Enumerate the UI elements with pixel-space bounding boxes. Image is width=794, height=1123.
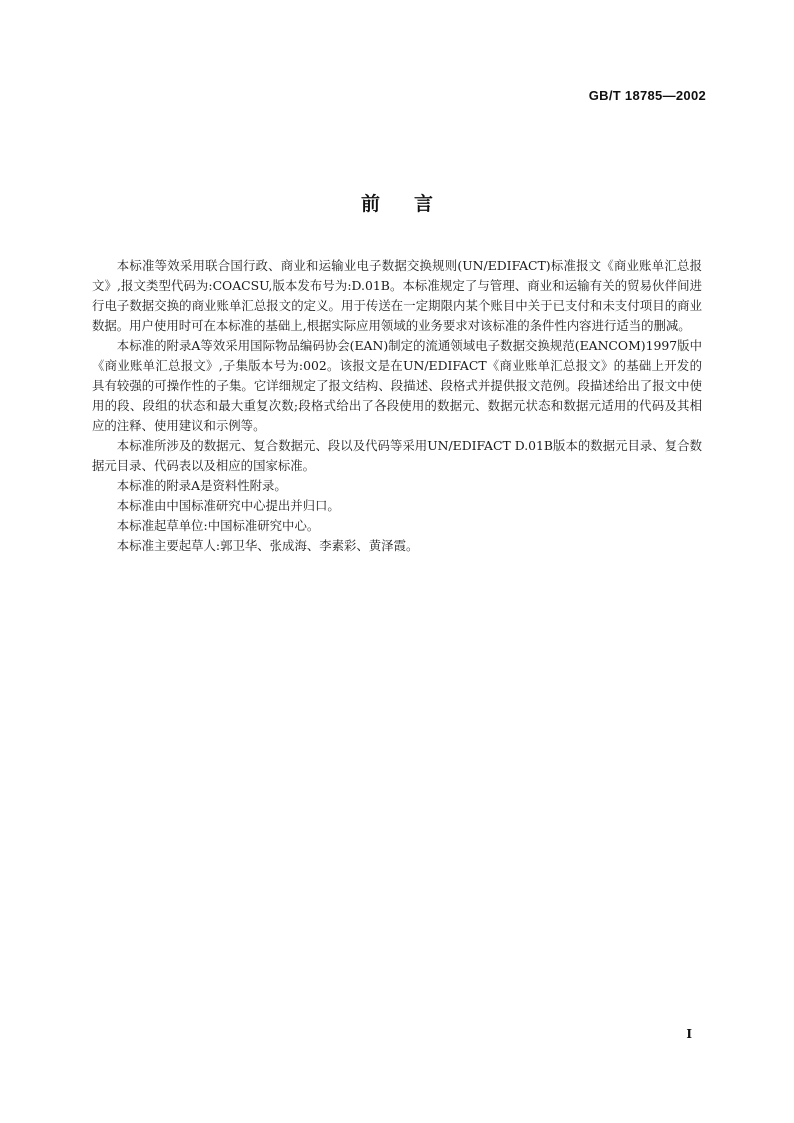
paragraph-adoption: 本标准等效采用联合国行政、商业和运输业电子数据交换规则(UN/EDIFACT)标准报文《商业账单汇总报文》,报文类型代码为:COACSU,版本发布号为:D.01B。本标准规定了与管理、商业和运输有关的贸易伙伴间进行电子数据交换的商业账单汇总报文的定义。用于传送在一定期限内某个账目中关于已支付和未支付项目的商业数据。用户使用时可在本标准的基础上,根据实际应用领域的业务要求对该标准的条件性内容进行适当的删减。 bbox=[92, 258, 702, 333]
page-title: 前言 bbox=[360, 193, 467, 215]
paragraph-drafters: 本标准主要起草人:郭卫华、张成海、李素彩、黄泽霞。 bbox=[116, 538, 419, 553]
paragraph-proposer: 本标准由中国标准研究中心提出并归口。 bbox=[116, 498, 340, 513]
paragraph-data-elements: 本标准所涉及的数据元、复合数据元、段以及代码等采用UN/EDIFACT D.01B版本的数据元目录、复合数据元目录、代码表以及相应的国家标准。 bbox=[92, 438, 702, 473]
foreword-body bbox=[92, 256, 702, 556]
paragraph-drafting-unit: 本标准起草单位:中国标准研究中心。 bbox=[116, 518, 320, 533]
paragraph-annex-a: 本标准的附录A等效采用国际物品编码协会(EAN)制定的流通领域电子数据交换规范(EANCOM)1997版中《商业账单汇总报文》,子集版本号为:002。该报文是在UN/EDIFACT《商业账单汇总报文》的基础上开发的具有较强的可操作性的子集。它详细规定了报文结构、段描述、段格式并提供报文范例。段描述给出了报文中使用的段、段组的状态和最大重复次数;段格式给出了各段使用的数据元、数据元状态和数据元适用的代码及其相应的注释、使用建议和示例等。 bbox=[92, 338, 702, 433]
standard-code: GB/T 18785—2002 bbox=[588, 88, 706, 103]
paragraph-annex-informative: 本标准的附录A是资料性附录。 bbox=[116, 478, 287, 493]
page-number: I bbox=[686, 1027, 692, 1041]
